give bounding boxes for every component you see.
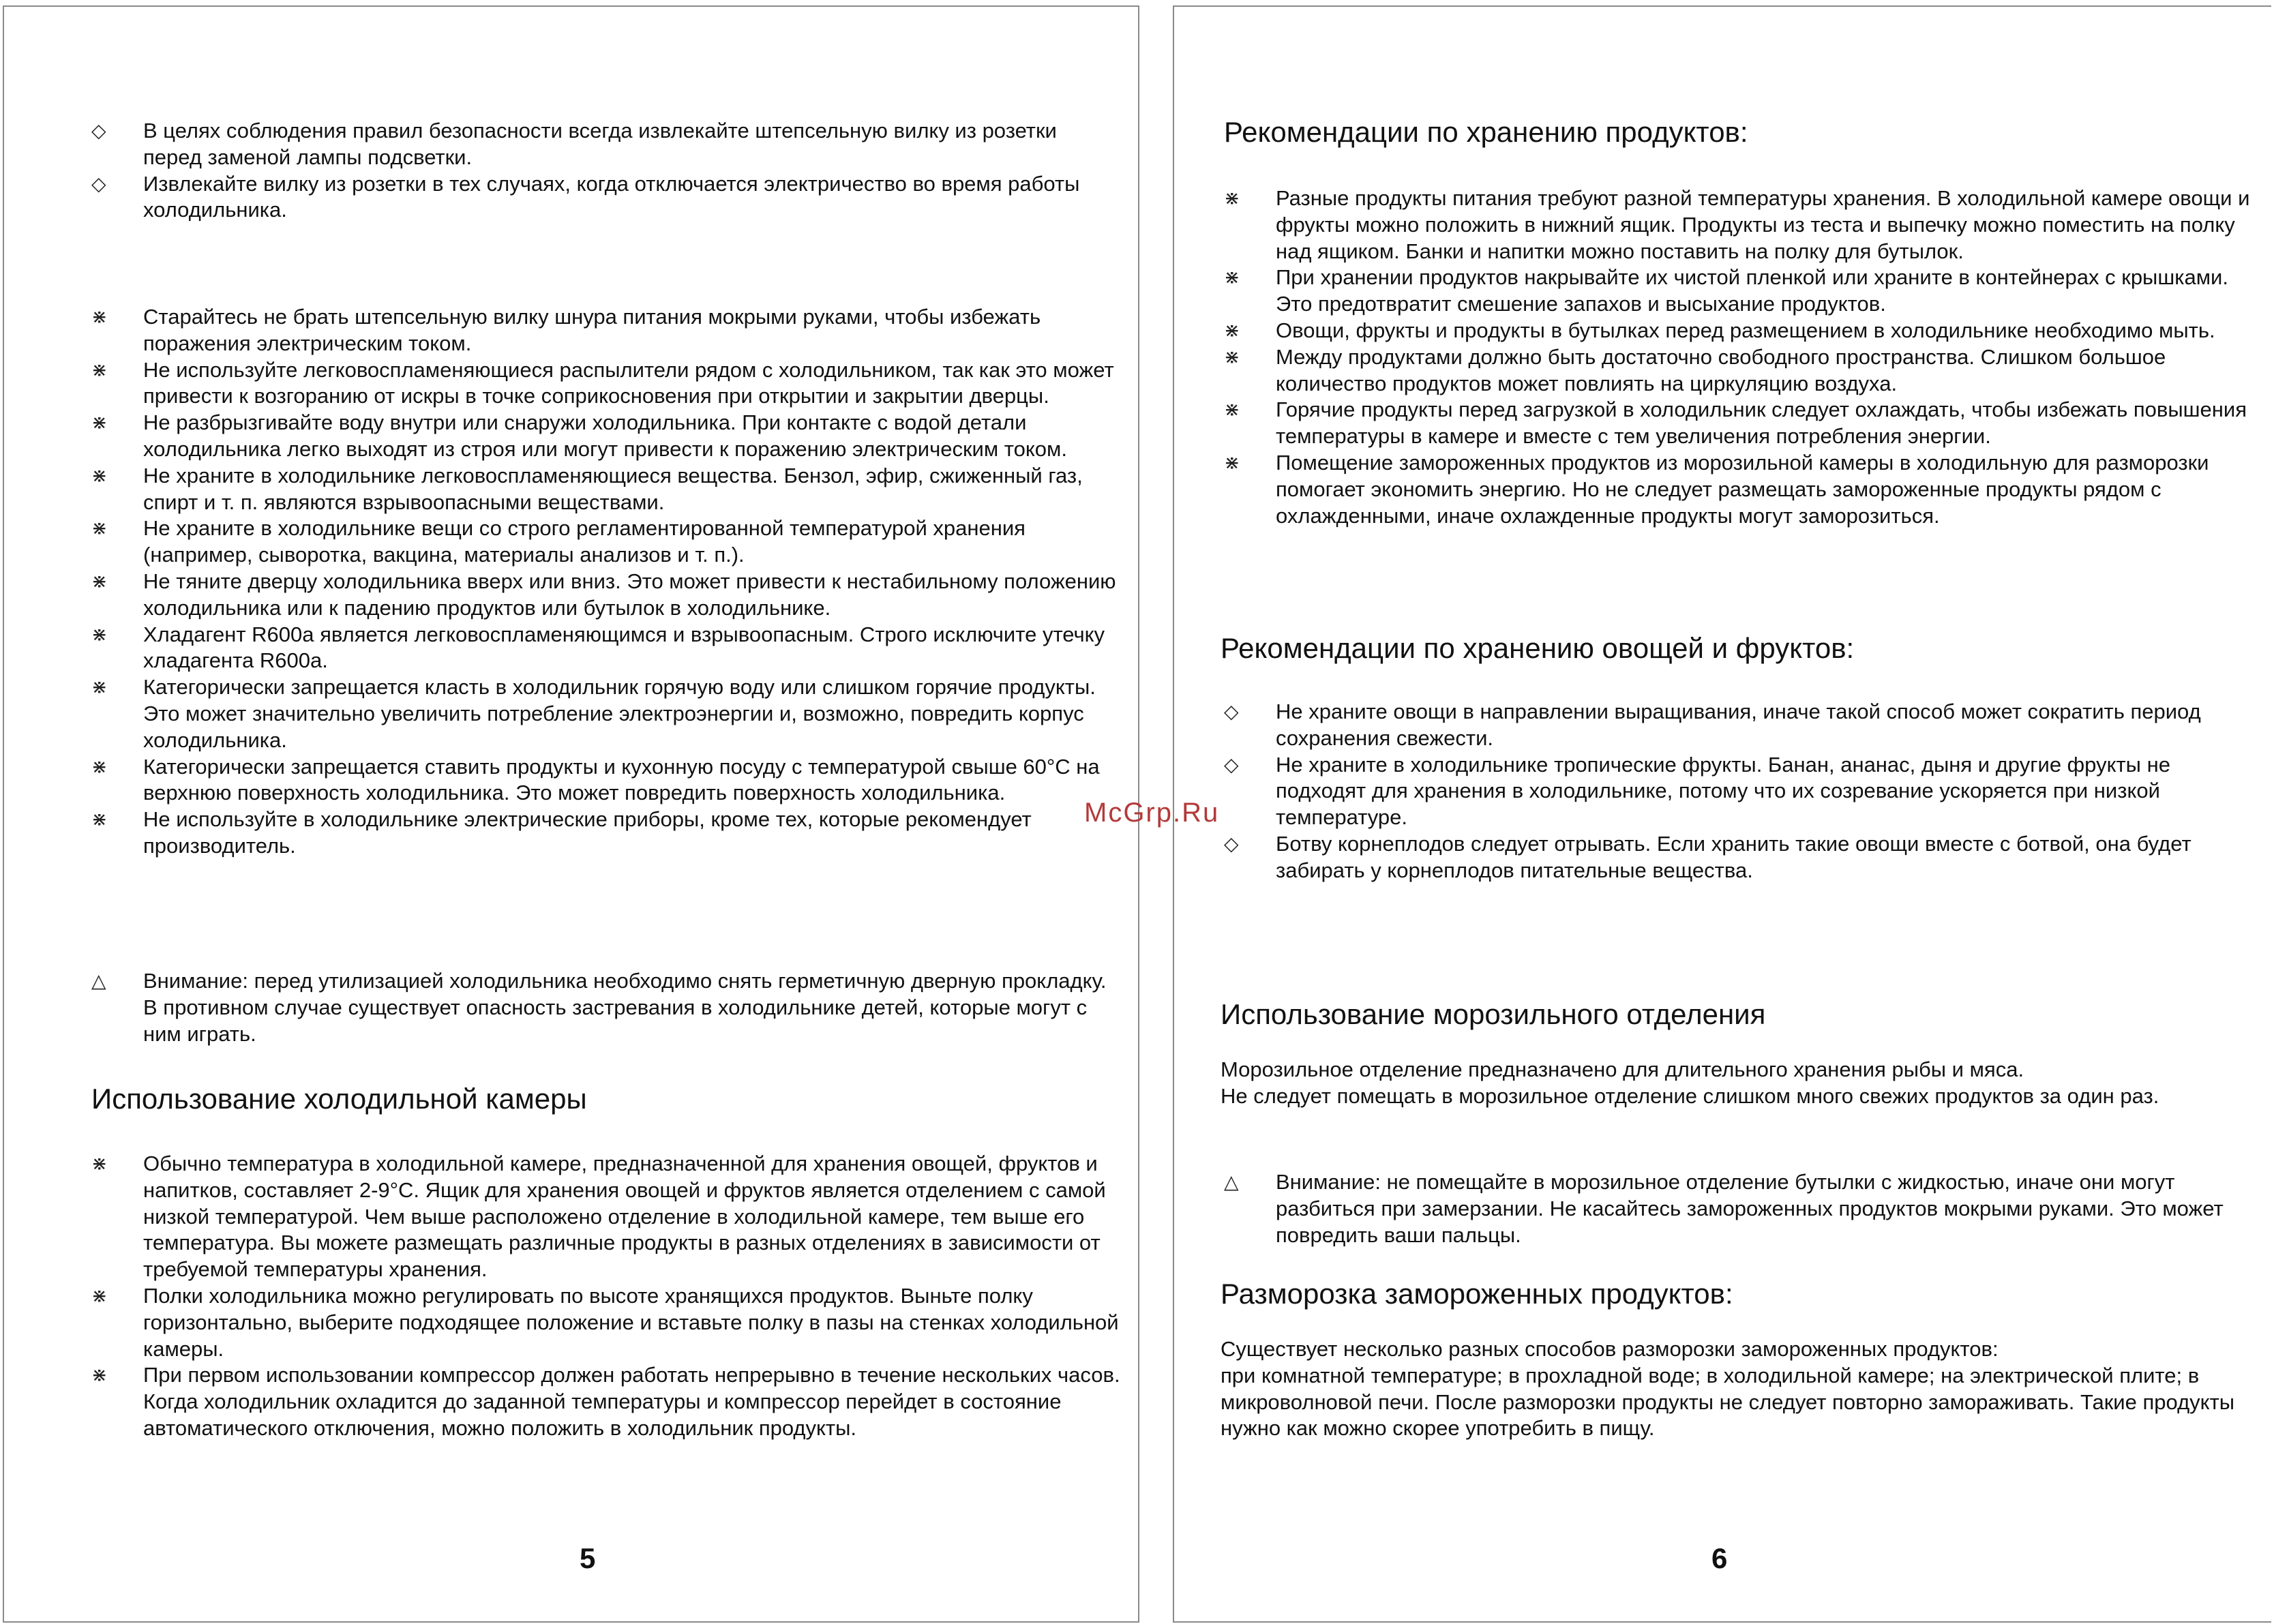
list-item-text: Овощи, фрукты и продукты в бутылках перед размещением в холодильнике необходимо мыть. [1276,318,2215,342]
asterisk-bullet-icon: ⋇ [91,517,108,539]
list-item [91,1362,1121,1441]
list-item [91,304,1121,357]
asterisk-bullet-icon: ⋇ [1224,399,1240,421]
page-number-left: 5 [580,1542,596,1574]
section-title-storage-recommendations: Рекомендации по хранению продуктов: [1224,116,1748,148]
safety-list-plug [91,118,1121,224]
list-item-text: Категорически запрещается ставить продукты и кухонную посуду с температурой свыше 60°С на верхнюю поверхность холодильника. Это может повредить поверхность холодильника. [143,754,1100,805]
list-item-text: При первом использовании компрессор должен работать непрерывно в течение нескольких часов. Когда холодильник охладится до заданной температуры и компрессор перейдет в состояние автоматического отключения, можно положить в холодильник продукты. [143,1363,1120,1440]
list-item-text: Внимание: перед утилизацией холодильника необходимо снять герметичную дверную прокладку. В противном случае существует опасность застревания в холодильнике детей, которые могут с ним играть. [143,969,1107,1046]
list-item-text: Старайтесь не брать штепсельную вилку шнура питания мокрыми руками, чтобы избежать поражения электрическим током. [143,305,1041,355]
diamond-bullet-icon: ◇ [1224,701,1239,722]
asterisk-bullet-icon: ⋇ [91,1364,108,1386]
freezer-usage-text: Морозильное отделение предназначено для длительного хранения рыбы и мяса. Не следует помещать в морозильное отделение слишком много свежих продуктов за один раз. [1221,1057,2159,1108]
list-item [1224,831,2250,884]
asterisk-bullet-icon: ⋇ [91,412,108,434]
asterisk-bullet-icon: ⋇ [91,809,108,830]
list-item-text: Не разбрызгивайте воду внутри или снаружи холодильника. При контакте с водой детали холодильника легко выходят из строя или могут привести к поражению электрическим током. [143,410,1067,461]
asterisk-bullet-icon: ⋇ [91,676,108,698]
list-item [1224,185,2250,265]
page-number-right: 6 [1711,1542,1728,1574]
list-item-text: Внимание: не помещайте в морозильное отделение бутылки с жидкостью, иначе они могут разбиться при замерзании. Не касайтесь замороженных продуктов мокрыми руками. Это может повредить ваши пальцы. [1276,1170,2224,1247]
list-item [1224,752,2250,831]
list-item-text: В целях соблюдения правил безопасности всегда извлекайте штепсельную вилку из розетки перед заменой лампы подсветки. [143,119,1057,169]
section-title-vegetables-fruits: Рекомендации по хранению овощей и фруктов: [1221,632,1855,664]
list-item [91,569,1121,622]
list-item-text: Обычно температура в холодильной камере, предназначенной для хранения овощей, фруктов и напитков, составляет 2-9°С. Ящик для хранения овощей и фруктов является отделением с самой низкой температурой. Чем выше расположено отделение в холодильной камере, тем выше его температура. Вы можете размещать различные продукты в разных отделениях в зависимости от требуемой температуры хранения. [143,1152,1106,1282]
list-item [91,1283,1121,1362]
list-item [91,674,1121,753]
list-item-text: Полки холодильника можно регулировать по высоте хранящихся продуктов. Выньте полку горизонтально, выберите подходящее положение и вставьте полку в пазы на стенках холодильной камеры. [143,1283,1119,1361]
list-item-text: Не используйте в холодильнике электрические приборы, кроме тех, которые рекомендует производитель. [143,807,1032,858]
diamond-bullet-icon: ◇ [1224,832,1239,854]
triangle-warning-icon: △ [91,970,106,991]
triangle-warning-icon: △ [1224,1171,1239,1192]
list-item [1224,318,2250,344]
list-item-text: Разные продукты питания требуют разной температуры хранения. В холодильной камере овощи и фрукты можно положить в нижний ящик. Продукты из теста и выпечку можно поместить на полку над ящиком. Банки и напитки можно поставить на полку для бутылок. [1276,186,2250,263]
diamond-bullet-icon: ◇ [91,120,106,141]
list-item-text: Горячие продукты перед загрузкой в холодильник следует охлаждать, чтобы избежать повышения температуры в камере и вместе с тем увеличения потребления энергии. [1276,397,2247,449]
asterisk-bullet-icon: ⋇ [1224,187,1240,209]
list-item-text: Между продуктами должно быть достаточно свободного пространства. Слишком большое количество продуктов может повлиять на циркуляцию воздуха. [1276,344,2166,395]
asterisk-bullet-icon: ⋇ [91,1284,108,1306]
list-item-text: Категорически запрещается класть в холодильник горячую воду или слишком горячие продукты. Это может значительно увеличить потребление электроэнергии и, возможно, повредить корпус холодильника. [143,675,1096,752]
list-item [91,463,1121,516]
list-item-text: Хладагент R600a является легковоспламеняющимся и взрывоопасным. Строго исключите утечку хладагента R600a. [143,622,1105,673]
section-title-defrosting: Разморозка замороженных продуктов: [1221,1278,1733,1310]
list-item-text: Не храните в холодильнике вещи со строго регламентированной температурой хранения (например, сыворотка, вакцина, материалы анализов и т. п.). [143,516,1026,567]
asterisk-bullet-icon: ⋇ [91,1153,108,1174]
list-item [91,410,1121,463]
section-title-fridge-usage: Использование холодильной камеры [91,1083,587,1115]
vegetables-fruits-list [1224,699,2250,884]
asterisk-bullet-icon: ⋇ [91,570,108,592]
list-item [91,515,1121,569]
list-item [1224,699,2250,752]
list-item [1224,397,2250,450]
section-title-freezer-usage: Использование морозильного отделения [1221,998,1766,1030]
asterisk-bullet-icon: ⋇ [91,755,108,777]
fridge-usage-list [91,1151,1121,1442]
asterisk-bullet-icon: ⋇ [1224,451,1240,473]
list-item [91,754,1121,807]
list-item-text: При хранении продуктов накрывайте их чистой пленкой или храните в контейнерах с крышками. Это предотвратит смешение запахов и высыхание продуктов. [1276,265,2228,316]
asterisk-bullet-icon: ⋇ [91,623,108,645]
attention-disposal [91,968,1121,1047]
list-item [1224,1169,2250,1248]
watermark: McGrp.Ru [1084,798,1220,828]
diamond-bullet-icon: ◇ [1224,753,1239,775]
list-item [1224,265,2250,318]
list-item-text: Не храните в холодильнике тропические фрукты. Банан, ананас, дыня и другие фрукты не подходят для хранения в холодильнике, потому что их созревание ускоряется при низкой температуре. [1276,752,2170,830]
list-item [91,968,1121,1047]
asterisk-bullet-icon: ⋇ [91,464,108,486]
asterisk-bullet-icon: ⋇ [1224,267,1240,288]
list-item [91,1151,1121,1283]
list-item [91,357,1121,410]
list-item-text: Не храните в холодильнике легковоспламеняющиеся вещества. Бензол, эфир, сжиженный газ, спирт и т. п. являются взрывоопасными веществами. [143,463,1083,514]
list-item [91,807,1121,860]
asterisk-bullet-icon: ⋇ [1224,346,1240,367]
list-item-text: Извлекайте вилку из розетки в тех случаях, когда отключается электричество во время работы холодильника. [143,171,1080,222]
list-item [91,622,1121,675]
list-item-text: Не храните овощи в направлении выращивания, иначе такой способ может сократить период сохранения свежести. [1276,700,2201,750]
list-item [1224,344,2250,397]
list-item [91,171,1121,224]
asterisk-bullet-icon: ⋇ [91,359,108,380]
asterisk-bullet-icon: ⋇ [91,306,108,327]
list-item-text: Помещение замороженных продуктов из морозильной камеры в холодильную для разморозки помогает экономить энергию. Но не следует размещать замороженные продукты рядом с охлажденными, иначе охлажденные продукты могут заморозиться. [1276,450,2209,528]
list-item-text: Не используйте легковоспламеняющиеся распылители рядом с холодильником, так как это может привести к возгоранию от искры в точке соприкосновения при открытии и закрытии дверцы. [143,357,1114,408]
defrosting-text: Существует несколько разных способов разморозки замороженных продуктов: при комнатной температуре; в прохладной воде; в холодильной камере; на электрической плите; в микроволновой печи. После разморозки продукты не следует повторно замораживать. Такие продукты нужно как можно скорее употребить в пищу. [1221,1337,2235,1441]
asterisk-bullet-icon: ⋇ [1224,319,1240,341]
diamond-bullet-icon: ◇ [91,172,106,194]
list-item [91,118,1121,171]
storage-recommendations-list [1224,185,2250,529]
list-item-text: Ботву корнеплодов следует отрывать. Если хранить такие овощи вместе с ботвой, она будет забирать у корнеплодов питательные вещества. [1276,831,2191,882]
list-item-text: Не тяните дверцу холодильника вверх или вниз. Это может привести к нестабильному положению холодильника или к падению продуктов или бутылок в холодильнике. [143,569,1116,620]
attention-freezer [1224,1169,2250,1248]
safety-list-warnings [91,304,1121,860]
list-item [1224,450,2250,529]
